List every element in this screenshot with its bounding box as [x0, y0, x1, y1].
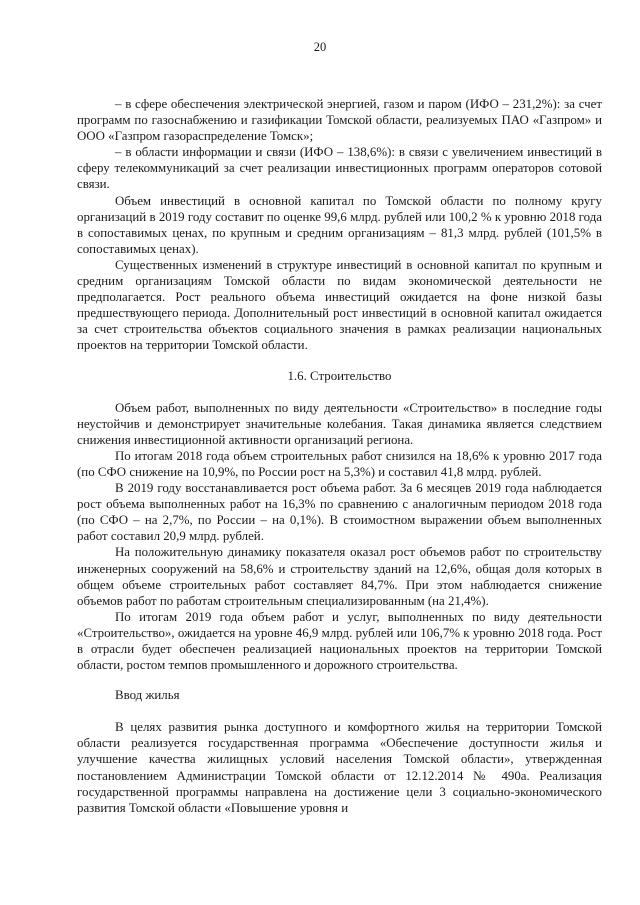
paragraph: Существенных изменений в структуре инвестиций в основной капитал по крупным и средним организациям Томской области по видам экономической деятельности не предполагается. Рост реального объема инвестиций ожидается на фоне низкой базы предшествующего периода. Дополнительный рост инвестиций в основной капитал ожидается за счет строительства объектов социального значения в рамках реализации национальных проектов на территории Томской области. [77, 257, 602, 353]
paragraph: По итогам 2018 года объем строительных работ снизился на 18,6% к уровню 2017 года (по СФО снижение на 10,9%, по России рост на 5,3%) и составил 41,8 млрд. рублей. [77, 448, 602, 479]
subsection-heading: Ввод жилья [115, 688, 180, 703]
section-heading: 1.6. Строительство [287, 368, 392, 383]
paragraph: – в области информации и связи (ИФО – 138,6%): в связи с увеличением инвестиций в сферу телекоммуникаций за счет реализации инвестиционных программ операторов сотовой связи. [77, 145, 602, 192]
paragraph: На положительную динамику показателя оказал рост объемов работ по строительству инженерных сооружений на 58,6% и строительству зданий на 12,6%, общая доля которых в общем объеме строительных работ составляет 84,7%. При этом наблюдается снижение объемов работ по работам строительным специализированным (на 21,4%). [77, 545, 602, 608]
paragraph: В 2019 году восстанавливается рост объема работ. За 6 месяцев 2019 года наблюдается рост объема выполненных работ на 16,3% по сравнению с аналогичным периодом 2018 года (по СФО – на 2,7%, по России – на 0,1%). В стоимостном выражении объем выполненных работ составил 20,9 млрд. рублей. [77, 481, 602, 544]
paragraph: По итогам 2019 года объем работ и услуг, выполненных по виду деятельности «Строительство», ожидается на уровне 46,9 млрд. рублей или 106,7% к уровню 2018 года. Рост в отрасли будет обеспечен реализацией национальных проектов на территории Томской области, ростом темпов промышленного и дорожного строительства. [77, 609, 602, 673]
document-body [77, 96, 602, 816]
page-number: 20 [313, 40, 327, 54]
paragraph: В целях развития рынка доступного и комфортного жилья на территории Томской области реализуется государственная программа «Обеспечение доступности жилья и улучшение качества жилищных условий населения Томской области», утвержденная постановлением Администрации Томской области от 12.12.2014 № 490а. Реализация государственной программы направлена на достижение цели 3 социально-экономического развития Томской области «Повышение уровня и [77, 720, 602, 815]
paragraph: Объем работ, выполненных по виду деятельности «Строительство» в последние годы неустойчив и демонстрирует значительные колебания. Такая динамика является следствием снижения инвестиционной активности организаций региона. [77, 400, 602, 447]
paragraph: Объем инвестиций в основной капитал по Томской области по полному кругу организаций в 2019 году составит по оценке 99,6 млрд. рублей или 100,2 % к уровню 2018 года в сопоставимых ценах, по крупным и средним организациям – 81,3 млрд. рублей (101,5% в сопоставимых ценах). [77, 193, 602, 256]
paragraph: – в сфере обеспечения электрической энергией, газом и паром (ИФО – 231,2%): за счет программ по газоснабжению и газификации Томской области, реализуемых ПАО «Газпром» и ООО «Газпром газораспределение Томск»; [77, 97, 602, 144]
